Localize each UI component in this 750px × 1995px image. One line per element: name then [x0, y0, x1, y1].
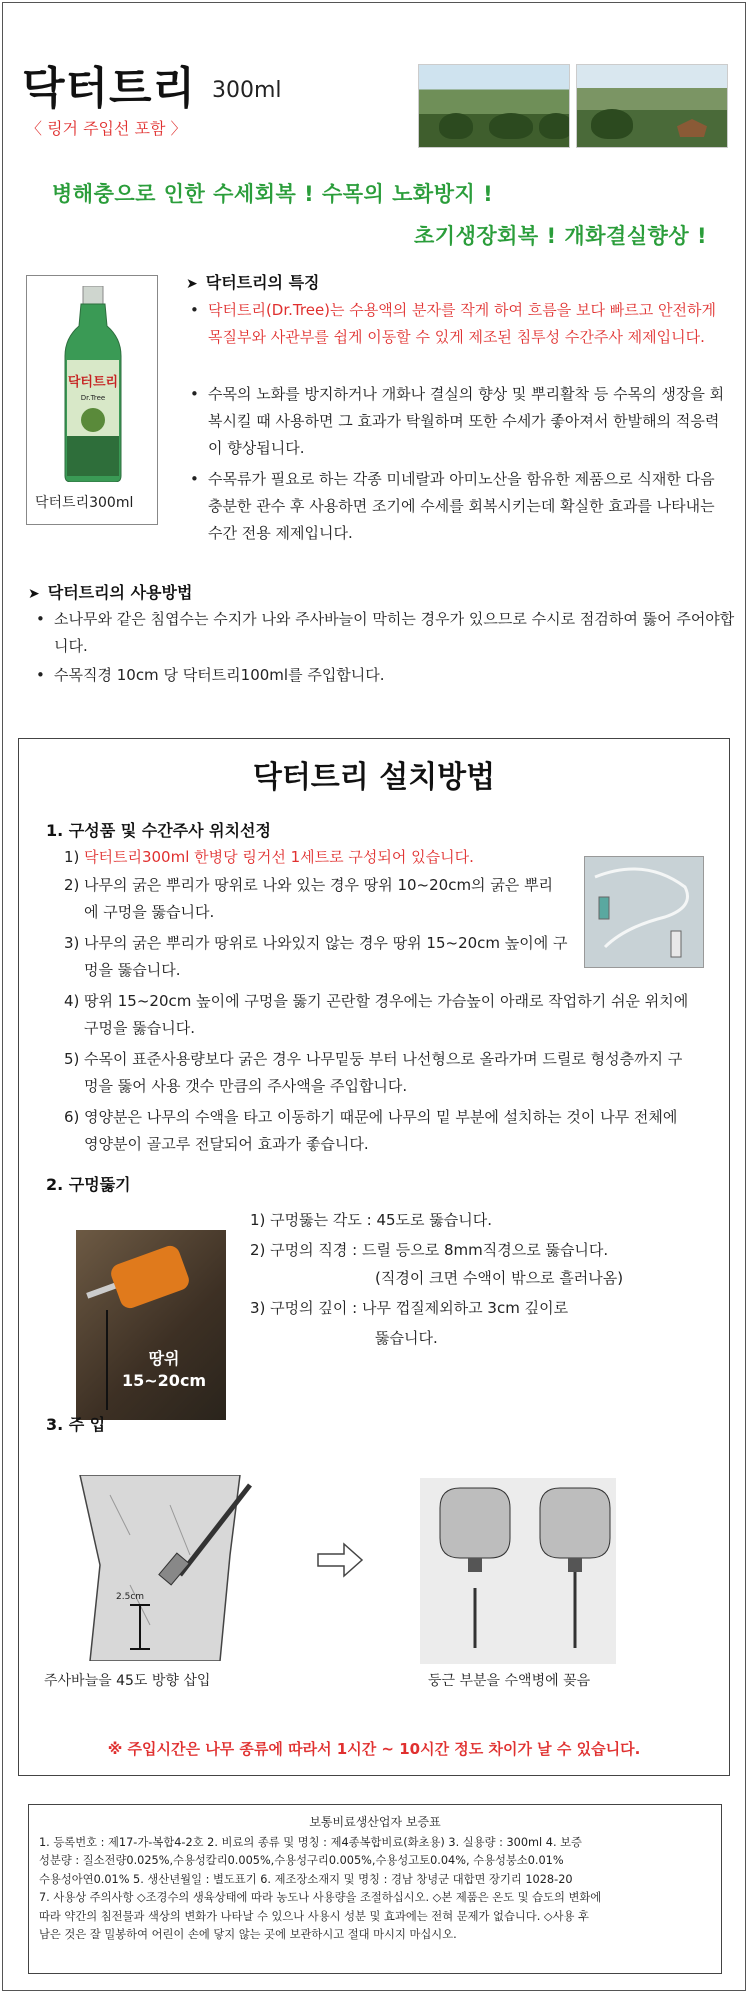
guarantee-label: [28, 1804, 722, 1974]
arrow-icon: ➤: [186, 276, 198, 292]
drill-step: 뚫습니다.: [375, 1329, 438, 1347]
usage-item: • 수목직경 10cm 당 닥터트리100ml를 주입합니다.: [36, 666, 385, 684]
caption-insert: 주사바늘을 45도 방향 삽입: [44, 1673, 211, 1689]
depth-mark: 2.5cm: [116, 1592, 145, 1602]
label-line: 성분량 : 질소전량0.025%,수용성칼리0.005%,수용성구리0.005%,수용성고토0.04%, 수용성붕소0.01%: [39, 1854, 564, 1867]
usage-item: • 소나무와 같은 침엽수는 수지가 나와 주사바늘이 막히는 경우가 있으므로 수시로 점검하여 뚫어 주어야합니다.: [36, 610, 735, 655]
bottle-brand-text: 닥터트리: [67, 375, 119, 390]
slogan-line-2: 초기생장회복 ! 개화결실향상 !: [414, 224, 708, 248]
drill-step: 1) 구멍뚫는 각도 : 45도로 뚫습니다.: [250, 1211, 493, 1229]
needle-insertion-diagram: [70, 1475, 262, 1661]
section-heading: 1. 구성품 및 수간주사 위치선정: [46, 821, 271, 840]
mountain-photo: [418, 64, 570, 148]
drill-step: (직경이 크면 수액이 밖으로 흘러나옴): [375, 1269, 624, 1287]
right-arrow-icon: [316, 1540, 364, 1580]
feature-item: • 수목의 노화를 방지하거나 개화나 결실의 향상 및 뿌리활착 등 수목의 생장을 회복시킬 때 사용하면 그 효과가 탁월하며 또한 수세가 좋아져서 한발해의 적응력이 향상됩니다.: [190, 385, 725, 457]
product-caption: 닥터트리300ml: [35, 495, 134, 511]
usage-heading: ➤ 닥터트리의 사용방법: [28, 583, 193, 602]
ringer-tube-image: [584, 856, 704, 968]
features-heading: ➤ 닥터트리의 특징: [186, 273, 320, 292]
install-step: 3) 나무의 굵은 뿌리가 땅위로 나와있지 않는 경우 땅위 15~20cm 높이에 구멍을 뚫습니다.: [64, 934, 568, 979]
arrow-icon: ➤: [28, 586, 40, 602]
pavilion-photo: [576, 64, 728, 148]
feature-item: • 수목류가 필요로 하는 각종 미네랄과 아미노산을 함유한 제품으로 식재한 다음 충분한 관수 후 사용하면 조기에 수세를 회복시키는데 확실한 효과를 나타내는 수간 전용 제제입니다.: [190, 470, 715, 542]
label-line: 따라 약간의 침전물과 색상의 변화가 나타날 수 있으나 사용시 성분 및 효과에는 전혀 문제가 없습니다. ◇사용 후: [39, 1909, 589, 1923]
label-line: 1. 등록번호 : 제17-가-복합4-2호 2. 비료의 종류 및 명칭 : 제4종복합비료(화초용) 3. 실용량 : 300ml 4. 보증: [39, 1835, 582, 1849]
caption-connect: 둥근 부분을 수액병에 꽂음: [428, 1673, 591, 1689]
product-subtitle: 〈 링거 주입선 포함 〉: [26, 119, 187, 138]
label-line: 7. 사용상 주의사항 ◇조경수의 생육상태에 따라 농도나 사용량을 조절하십시오. ◇본 제품은 온도 및 습도의 변화에: [39, 1891, 602, 1904]
label-line: 수용성아연0.01% 5. 생산년월일 : 별도표기 6. 제조장소재지 및 명칭 : 경남 창녕군 대합면 장기리 1028-20: [39, 1872, 573, 1886]
section-heading: 2. 구멍뚫기: [46, 1175, 131, 1194]
landscape-photos: [418, 64, 728, 146]
install-step: 4) 땅위 15~20cm 높이에 구멍을 뚫기 곤란할 경우에는 가슴높이 아래로 작업하기 쉬운 위치에 구멍을 뚫습니다.: [64, 992, 689, 1037]
install-step: 6) 영양분은 나무의 수액을 타고 이동하기 때문에 나무의 밑 부분에 설치하는 것이 나무 전체에 영양분이 골고루 전달되어 효과가 좋습니다.: [64, 1108, 678, 1153]
section-heading: 3. 주 입: [46, 1415, 106, 1434]
drill-step: 2) 구멍의 직경 : 드릴 등으로 8mm직경으로 뚫습니다.: [250, 1241, 609, 1259]
bottle-sub-text: Dr.Tree: [80, 394, 106, 402]
label-line: 남은 것은 잘 밀봉하여 어린이 손에 닿지 않는 곳에 보관하시고 절대 마시지 마십시오.: [39, 1928, 457, 1941]
slogan-line-1: 병해충으로 인한 수세회복 ! 수목의 노화방지 !: [52, 182, 494, 206]
drill-height-label: 땅위 15~20cm: [122, 1349, 207, 1390]
install-step: 2) 나무의 굵은 뿌리가 땅위로 나와 있는 경우 땅위 10~20cm의 굵은 뿌리에 구멍을 뚫습니다.: [64, 876, 554, 921]
product-title: 닥터트리: [22, 63, 197, 114]
feature-item: • 닥터트리(Dr.Tree)는 수용액의 분자를 작게 하여 흐름을 보다 빠르고 안전하게 목질부와 사관부를 쉽게 이동할 수 있게 제조된 침투성 수간주사 제제입니다.: [190, 301, 716, 346]
drill-step: 3) 구멍의 깊이 : 나무 껍질제외하고 3cm 깊이로: [250, 1299, 569, 1317]
product-volume: 300ml: [212, 78, 282, 103]
bottle-connection-diagram: [420, 1478, 616, 1664]
install-step: 1) 닥터트리300ml 한병당 링거선 1세트로 구성되어 있습니다.: [64, 848, 474, 866]
label-title: 보통비료생산업자 보증표: [309, 1815, 441, 1829]
bottle-image: [63, 286, 123, 482]
drill-photo: [76, 1230, 226, 1420]
install-step: 5) 수목이 표준사용량보다 굵은 경우 나무밑둥 부터 나선형으로 올라가며 드릴로 형성층까지 구멍을 뚫어 사용 갯수 만큼의 주사액을 주입합니다.: [64, 1050, 683, 1095]
install-title: 닥터트리 설치방법: [252, 760, 496, 795]
injection-time-note: ※ 주입시간은 나무 종류에 따라서 1시간 ~ 10시간 정도 차이가 날 수 있습니다.: [107, 1740, 641, 1758]
product-photo-box: [26, 275, 158, 525]
